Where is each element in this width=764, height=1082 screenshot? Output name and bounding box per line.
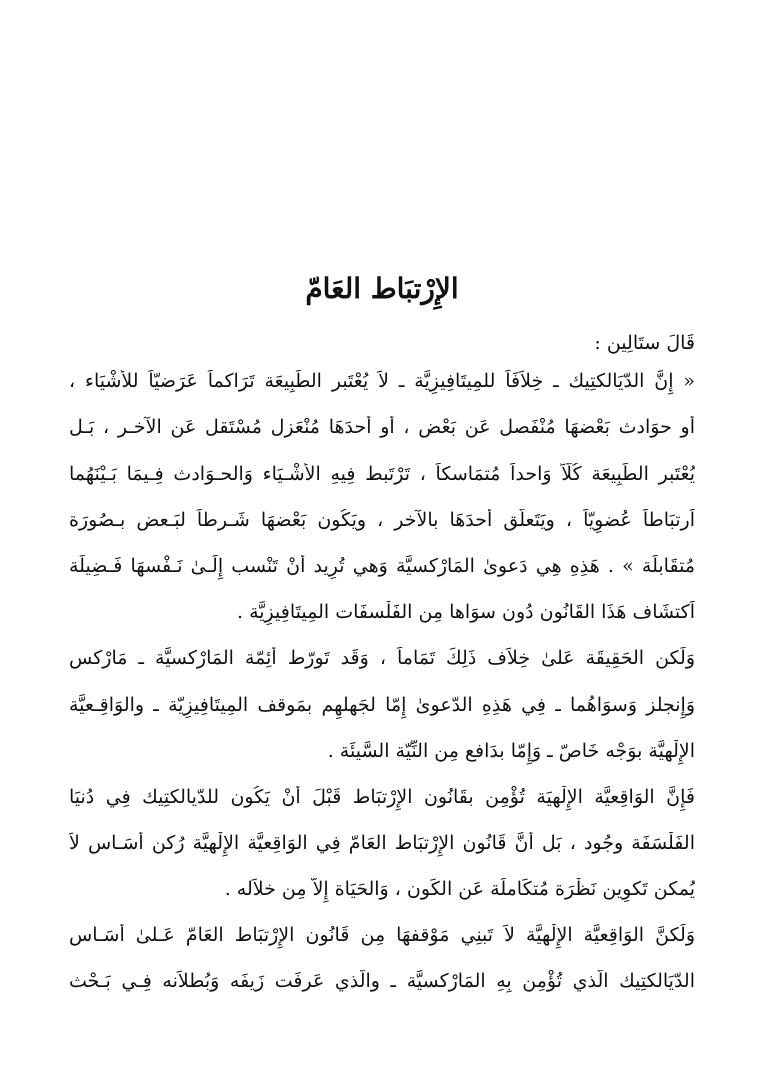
text-line: الدّيَالكتِيك الّذي تُؤْمِن بِهِ المَارْكسيَّة ـ والّذي عَرفَت زَيفَه وَبُطلاَنه فِـي بَـحْث — [69, 970, 695, 992]
text-line: يُعْتَبر الطَبِيعَة كُلّاً وَاحداً مُتمَاسكاً ، تَرْتَبط فِيهِ الأَشْـيَاء وَالحـوَادث فِـيمَا بَـيْنَهُما — [69, 463, 695, 485]
text-line: « إِنَّ الدّيَالكتِيك ـ خِلاَفَاً للمِيتَافِيزِيَّة ـ لاَ يُعْتَبر الطَبِيعَة تَرَاكماً عَرَضيّاً للأَشْيَاء ، — [69, 370, 695, 392]
text-line: الفَلْسَفَة وجُود ، بَل أَنَّ قَانُون الإِرْتبَاط العَامّ فِي الوَاقِعيَّة الإِلْهيَّة رُكن أَسَـاس لاَ — [69, 832, 695, 854]
text-line: وَلَكنَّ الوَاقِعيَّة الإِلْهيَّة لاَ تَبنِي مَوْقفهَا مِن قَانُون الإِرْتبَاط العَامّ عَـلىٰ أَسَـاس — [69, 924, 695, 946]
text-line: وَلَكن الحَقِيقَة عَلىٰ خِلاَف ذَلِكَ تَمَاماً ، وَقَد تَورّط أَئِمّة المَارْكسيَّة ـ مَارْكس — [69, 647, 695, 669]
text-line: مُتقَابلَة » . هَذِهِ هِي دَعوىٰ المَارْكسيَّة وَهي تُرِيد أَنْ تَنْسب إِلَـىٰ نَـفْسهَا فَـضِيلَة — [69, 555, 695, 577]
text-line: الإِلْهيَّة بوَجْه خَاصّ ـ وَإِمّا بدَافع مِن النِّيّة السَّيئَة . — [327, 740, 695, 762]
text-line: قَالَ ستَالِين : — [594, 332, 695, 354]
text-line: فَإِنَّ الوَاقِعيَّة الإِلْهيَة تُؤْمِن بقَانُون الإِرْتبَاط قَبْلَ أَنْ يَكُون للدّيالكتِيك فِي دُنيَا — [69, 786, 695, 808]
text-line: اَكتشَاف هَذَا القَانُون دُون سوَاها مِن الفَلْسفَات المِيتَافِيزِيَّة . — [237, 601, 695, 623]
text-line: يُمكن تَكوِين نَظْرَة مُتكَاملَة عَن الكَون ، وَالحَيَاة إِلاّ مِن خلاَله . — [224, 878, 695, 900]
text-line: اَرتبَاطاً عُضوِيّاً ، ويَتَعلّق أَحدَهَا بالآخر ، ويَكُون بَعْضهَا شَـرطاً لبَـعض بـصُورَة — [69, 509, 695, 531]
text-line: وَإِنجلز وَسوَاهُما ـ فِي هَذِهِ الدّعوىٰ إِمّا لجَهلهِم بمَوقف المِيتَافِيزِيّة ـ والوَاقِـعيَّة — [69, 694, 695, 716]
page-title: الإِرْتبَاط العَامّ — [305, 272, 459, 305]
text-line: أَو حوَادث بَعْضهَا مُنْفَصل عَن بَعْض ، أَو أَحدَهَا مُنْعَزل مُسْتَقل عَن الآخـر ، بَـل — [69, 416, 695, 438]
